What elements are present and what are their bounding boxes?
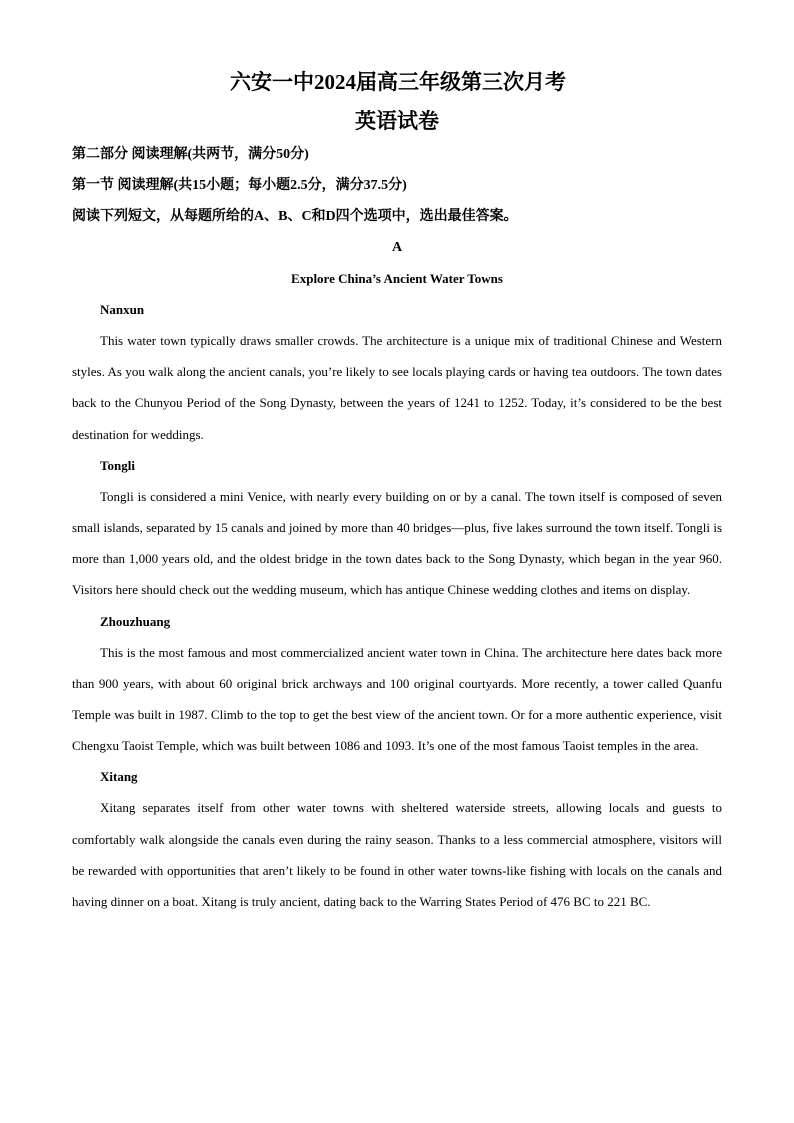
directions-text: 阅读下列短文，从每题所给的A、B、C和D四个选项中，选出最佳答案。 (72, 209, 518, 224)
section-heading: 第一节 阅读理解(共15小题；每小题2.5分，满分37.5分) (72, 178, 407, 193)
town-description: This is the most famous and most commercialized ancient water town in China. The architecture here dates back more than 900 years, with about 60 original brick archways and 100 original courtyards. More recently, a tower called Quanfu Temple was built in 1987. Climb to the top to get the best view of the ancient town. Or for a more authentic experience, visit Chengxu Taoist Temple, which was built between 1086 and 1093. It’s one of the most famous Taoist temples in the area. (72, 644, 722, 754)
passage-letter: A (391, 240, 403, 255)
town-description: Tongli is considered a mini Venice, with nearly every building on or by a canal. The town itself is composed of seven small islands, separated by 15 canals and joined by more than 40 bridges—plus, five lakes surround the town itself. Tongli is more than 1,000 years old, and the oldest bridge in the town dates back to the Song Dynasty, which began in the year 960. Visitors here should check out the wedding museum, which has antique Chinese wedding clothes and items on display. (72, 488, 722, 598)
town-section-zhouzhuang (72, 606, 722, 762)
town-description: This water town typically draws smaller crowds. The architecture is a unique mix of traditional Chinese and Western styles. As you walk along the ancient canals, you’re likely to see locals playing cards or having tea outdoors. The town dates back to the Chunyou Period of the Song Dynasty, between the years of 1241 to 1252. Today, it’s considered to be the best destination for weddings. (72, 333, 722, 442)
part-heading: 第二部分 阅读理解(共两节，满分50分) (72, 147, 309, 162)
town-section-nanxun (72, 294, 722, 450)
passage-title: Explore China’s Ancient Water Towns (291, 271, 503, 286)
town-name: Nanxun (100, 302, 145, 317)
town-name: Tongli (100, 457, 135, 473)
exam-subtitle: 英语试卷 (355, 109, 439, 133)
town-name: Xitang (100, 769, 138, 785)
town-section-xitang (72, 761, 722, 917)
town-description: Xitang separates itself from other water towns with sheltered waterside streets, allowing locals and guests to comfortably walk alongside the canals even during the rainy season. Thanks to a less commercial atmosphere, visitors will be rewarded with opportunities that aren’t likely to be found in other water towns-like fishing with locals on the canals and having dinner on a boat. Xitang is truly ancient, dating back to the Warring States Period of 476 BC to 221 BC. (72, 800, 722, 910)
town-name: Zhouzhuang (100, 613, 171, 629)
exam-title: 六安一中2024届高三年级第三次月考 (230, 70, 566, 94)
exam-page (72, 64, 722, 917)
town-section-tongli (72, 450, 722, 606)
